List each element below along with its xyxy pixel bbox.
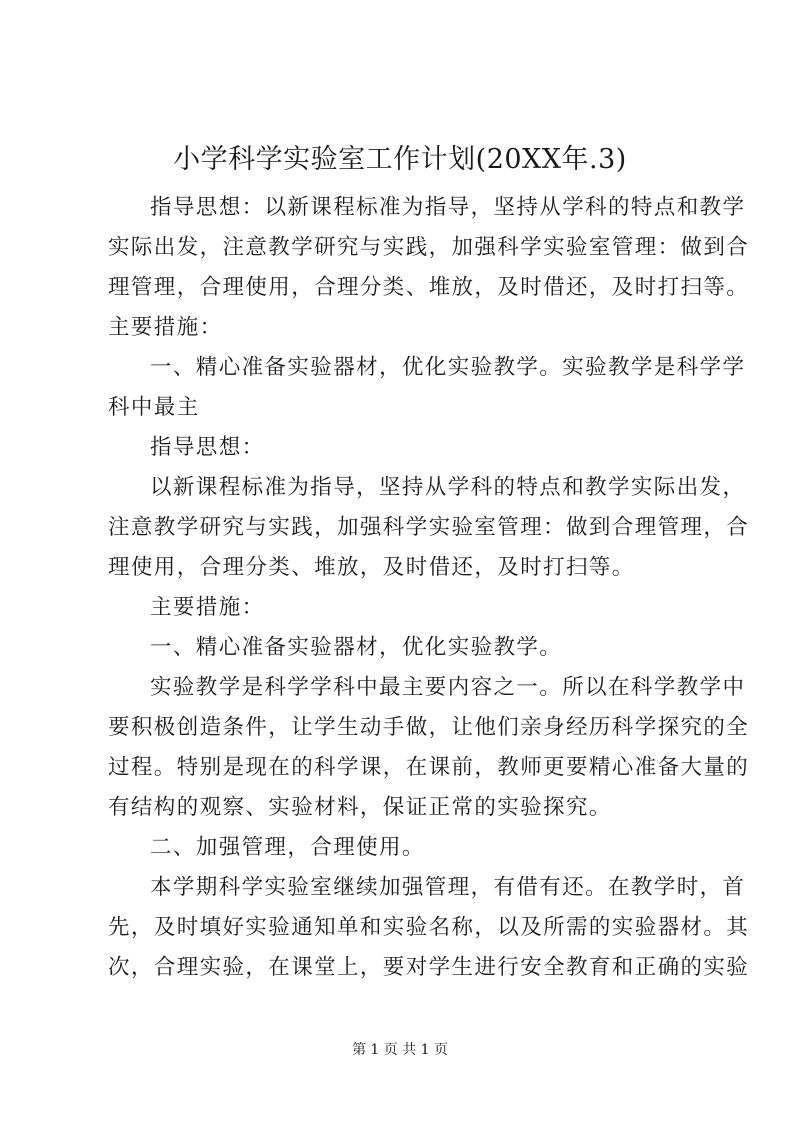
paragraph-line: 实际出发，注意教学研究与实践，加强科学实验室管理：做到合 xyxy=(108,235,750,260)
paragraph-line: 指导思想：以新课程标准为指导，坚持从学科的特点和教学 xyxy=(150,195,746,220)
paragraph-line: 本学期科学实验室继续加强管理，有借有还。在教学时，首 xyxy=(150,875,746,900)
paragraph-line: 一、精心准备实验器材，优化实验教学。 xyxy=(150,635,563,660)
paragraph-line: 过程。特别是现在的科学课，在课前，教师更要精心准备大量的 xyxy=(108,755,750,780)
paragraph-line: 以新课程标准为指导，坚持从学科的特点和教学实际出发， xyxy=(150,475,746,500)
paragraph-line: 次，合理实验，在课堂上，要对学生进行安全教育和正确的实验 xyxy=(108,955,750,980)
paragraph-line: 理管理，合理使用，合理分类、堆放，及时借还，及时打扫等。 xyxy=(108,275,750,300)
paragraph-line: 主要措施： xyxy=(108,315,223,340)
paragraph-line: 二、加强管理，合理使用。 xyxy=(150,835,425,860)
paragraph-line: 注意教学研究与实践，加强科学实验室管理：做到合理管理，合 xyxy=(108,515,750,540)
paragraph-line: 有结构的观察、实验材料，保证正常的实验探究。 xyxy=(108,795,612,820)
paragraph-line: 一、精心准备实验器材，优化实验教学。实验教学是科学学 xyxy=(150,355,746,380)
paragraph-line: 理使用，合理分类、堆放，及时借还，及时打扫等。 xyxy=(108,555,635,580)
paragraph-line: 实验教学是科学学科中最主要内容之一。所以在科学教学中 xyxy=(150,675,746,700)
document-title: 小学科学实验室工作计划(20XX年.3) xyxy=(173,144,627,175)
paragraph-line: 科中最主 xyxy=(108,395,200,420)
page-footer: 第 1 页 共 1 页 xyxy=(351,1042,449,1058)
paragraph-line: 要积极创造条件，让学生动手做，让他们亲身经历科学探究的全 xyxy=(108,715,750,740)
paragraph-line: 指导思想： xyxy=(150,435,265,460)
paragraph-line: 先，及时填好实验通知单和实验名称，以及所需的实验器材。其 xyxy=(108,915,750,940)
paragraph-line: 主要措施： xyxy=(150,595,265,620)
